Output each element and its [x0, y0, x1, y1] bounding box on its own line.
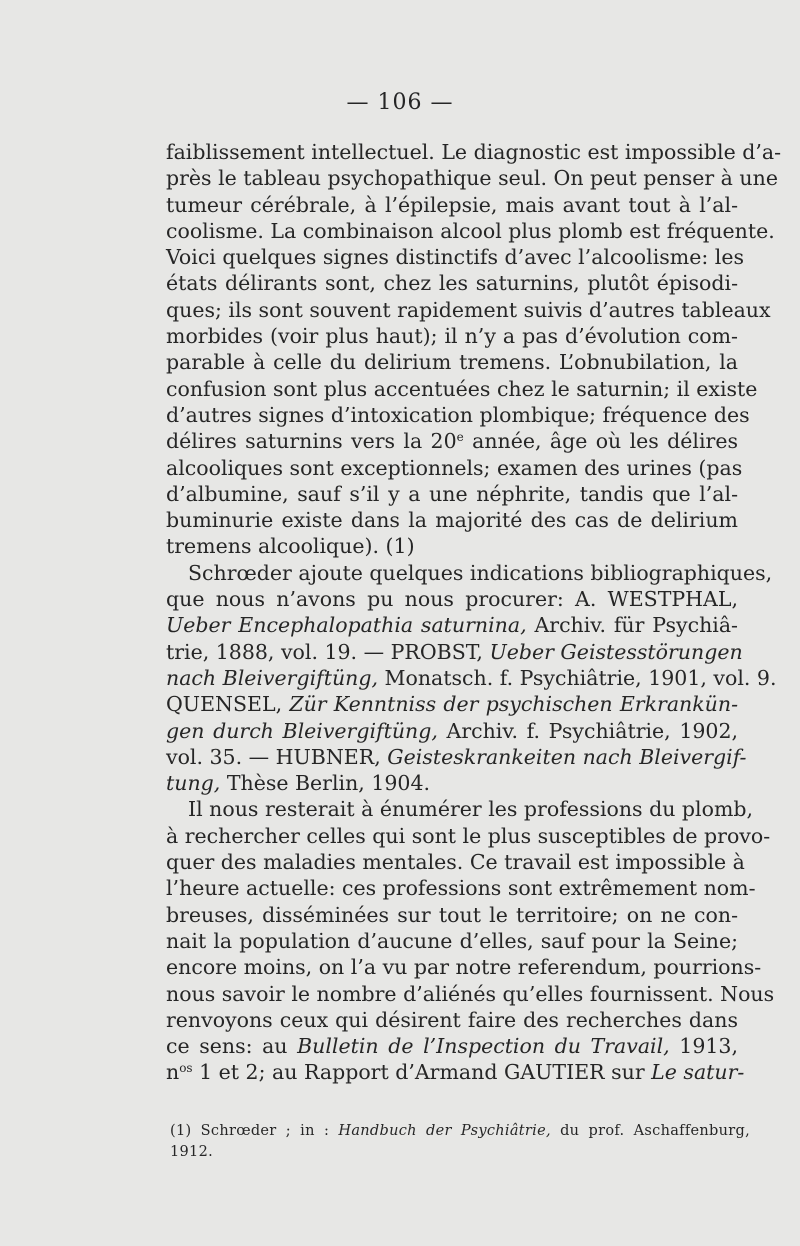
text-line: buminurie existe dans la majorité des cas de delirium: [166, 508, 738, 533]
text-line: confusion sont plus accentuées chez le saturnin; il existe: [166, 376, 758, 401]
text-line: [166, 770, 738, 796]
text-line: breuses, disséminées sur tout le territoire; on ne con-: [166, 902, 738, 927]
text-segment: trie, 1888, vol. 19. — PROBST,: [166, 639, 490, 664]
text-line: [166, 639, 743, 665]
text-line: près le tableau psychopathique seul. On peut penser à une: [166, 166, 778, 191]
body-text: [166, 139, 782, 1086]
text-line: que nous n’avons pu nous procurer: A. WESTPHAL,: [166, 587, 738, 612]
text-segment: Thèse Berlin, 1904.: [220, 771, 431, 796]
text-segment: 1 et 2; au Rapport d’Armand GAUTIER sur: [192, 1060, 652, 1085]
footnote-line: 1912.: [170, 1144, 214, 1160]
italic-title: nach Bleivergiftüng,: [166, 665, 378, 690]
text-line: morbides (voir plus haut); il n’y a pas d’évolution com-: [166, 324, 738, 349]
text-line: états délirants sont, chez les saturnins, plutôt épisodi-: [166, 271, 738, 296]
text-line: coolisme. La combinaison alcool plus plomb est fréquente.: [166, 218, 775, 243]
text-segment: ce sens: au: [166, 1034, 298, 1059]
text-line: d’albumine, sauf s’il y a une néphrite, tandis que l’al-: [166, 481, 738, 506]
text-line: [166, 428, 738, 454]
text-line: quer des maladies mentales. Ce travail est impossible à: [166, 850, 745, 875]
text-line: nous savoir le nombre d’aliénés qu’elles fournissent. Nous: [166, 981, 775, 1006]
superscript: os: [179, 1061, 193, 1076]
text-line: d’autres signes d’intoxication plombique; fréquence des: [166, 402, 750, 427]
text-line: [166, 612, 738, 638]
italic-title: tung,: [166, 771, 221, 796]
text-line: tremens alcoolique). (1): [166, 534, 415, 559]
text-line: Voici quelques signes distinctifs d’avec l’alcoolisme: les: [166, 245, 744, 270]
text-line: l’heure actuelle: ces professions sont extrêmement nom-: [166, 876, 756, 901]
italic-title: Zür Kenntniss der psychischen Erkrankün-: [289, 692, 739, 717]
text-line: [166, 665, 777, 691]
text-line: renvoyons ceux qui désirent faire des recherches dans: [166, 1007, 738, 1032]
text-line: nait la population d’aucune d’elles, sauf pour la Seine;: [166, 928, 738, 953]
text-segment: année, âge où les délires: [463, 429, 738, 454]
text-line: Il nous resterait à énumérer les professions du plomb,: [188, 797, 754, 822]
text-segment: du prof. Aschaffenburg,: [550, 1123, 750, 1139]
text-line: Schrœder ajoute quelques indications bibliographiques,: [188, 560, 773, 585]
italic-title: Ueber Encephalopathia saturnina,: [166, 613, 527, 638]
text-line: [166, 1033, 738, 1059]
text-segment: Monatsch. f. Psychiâtrie, 1901, vol. 9.: [378, 665, 777, 690]
text-line: à rechercher celles qui sont le plus susceptibles de provo-: [166, 823, 771, 848]
italic-title: Le satur-: [651, 1060, 745, 1085]
superscript: e: [456, 430, 464, 445]
footnote-line: [170, 1121, 750, 1142]
text-segment: Archiv. f. Psychiâtrie, 1902,: [437, 718, 739, 743]
text-line: tumeur cérébrale, à l’épilepsie, mais avant tout à l’al-: [166, 192, 738, 217]
footnote: [170, 1121, 750, 1163]
text-segment: vol. 35. — HUBNER,: [166, 744, 388, 769]
text-segment: n: [166, 1060, 180, 1085]
text-segment: Archiv. für Psychiâ-: [526, 613, 738, 638]
italic-title: Handbuch der Psychiâtrie,: [338, 1123, 551, 1139]
text-segment: délires saturnins vers la 20: [166, 429, 457, 454]
text-line: faiblissement intellectuel. Le diagnostic est impossible d’a-: [166, 140, 782, 164]
page-number: — 106 —: [346, 90, 454, 115]
text-segment: 1913,: [669, 1034, 738, 1059]
text-line: [166, 691, 738, 717]
text-line: [166, 1059, 745, 1085]
italic-title: Geisteskrankeiten nach Bleivergif-: [387, 744, 747, 769]
italic-title: Bulletin de l’Inspection du Travail,: [297, 1034, 670, 1059]
text-line: encore moins, on l’a vu par notre referendum, pourrions-: [166, 955, 762, 980]
italic-title: Ueber Geistesstörungen: [489, 639, 743, 664]
text-segment: (1) Schrœder ; in :: [170, 1123, 339, 1139]
italic-title: gen durch Bleivergiftüng,: [166, 718, 438, 743]
text-line: [166, 744, 747, 770]
text-segment: QUENSEL,: [166, 692, 290, 717]
text-line: ques; ils sont souvent rapidement suivis d’autres tableaux: [166, 297, 771, 322]
text-line: parable à celle du delirium tremens. L’obnubilation, la: [166, 350, 738, 375]
text-line: alcooliques sont exceptionnels; examen des urines (pas: [166, 455, 743, 480]
text-line: [166, 718, 738, 744]
